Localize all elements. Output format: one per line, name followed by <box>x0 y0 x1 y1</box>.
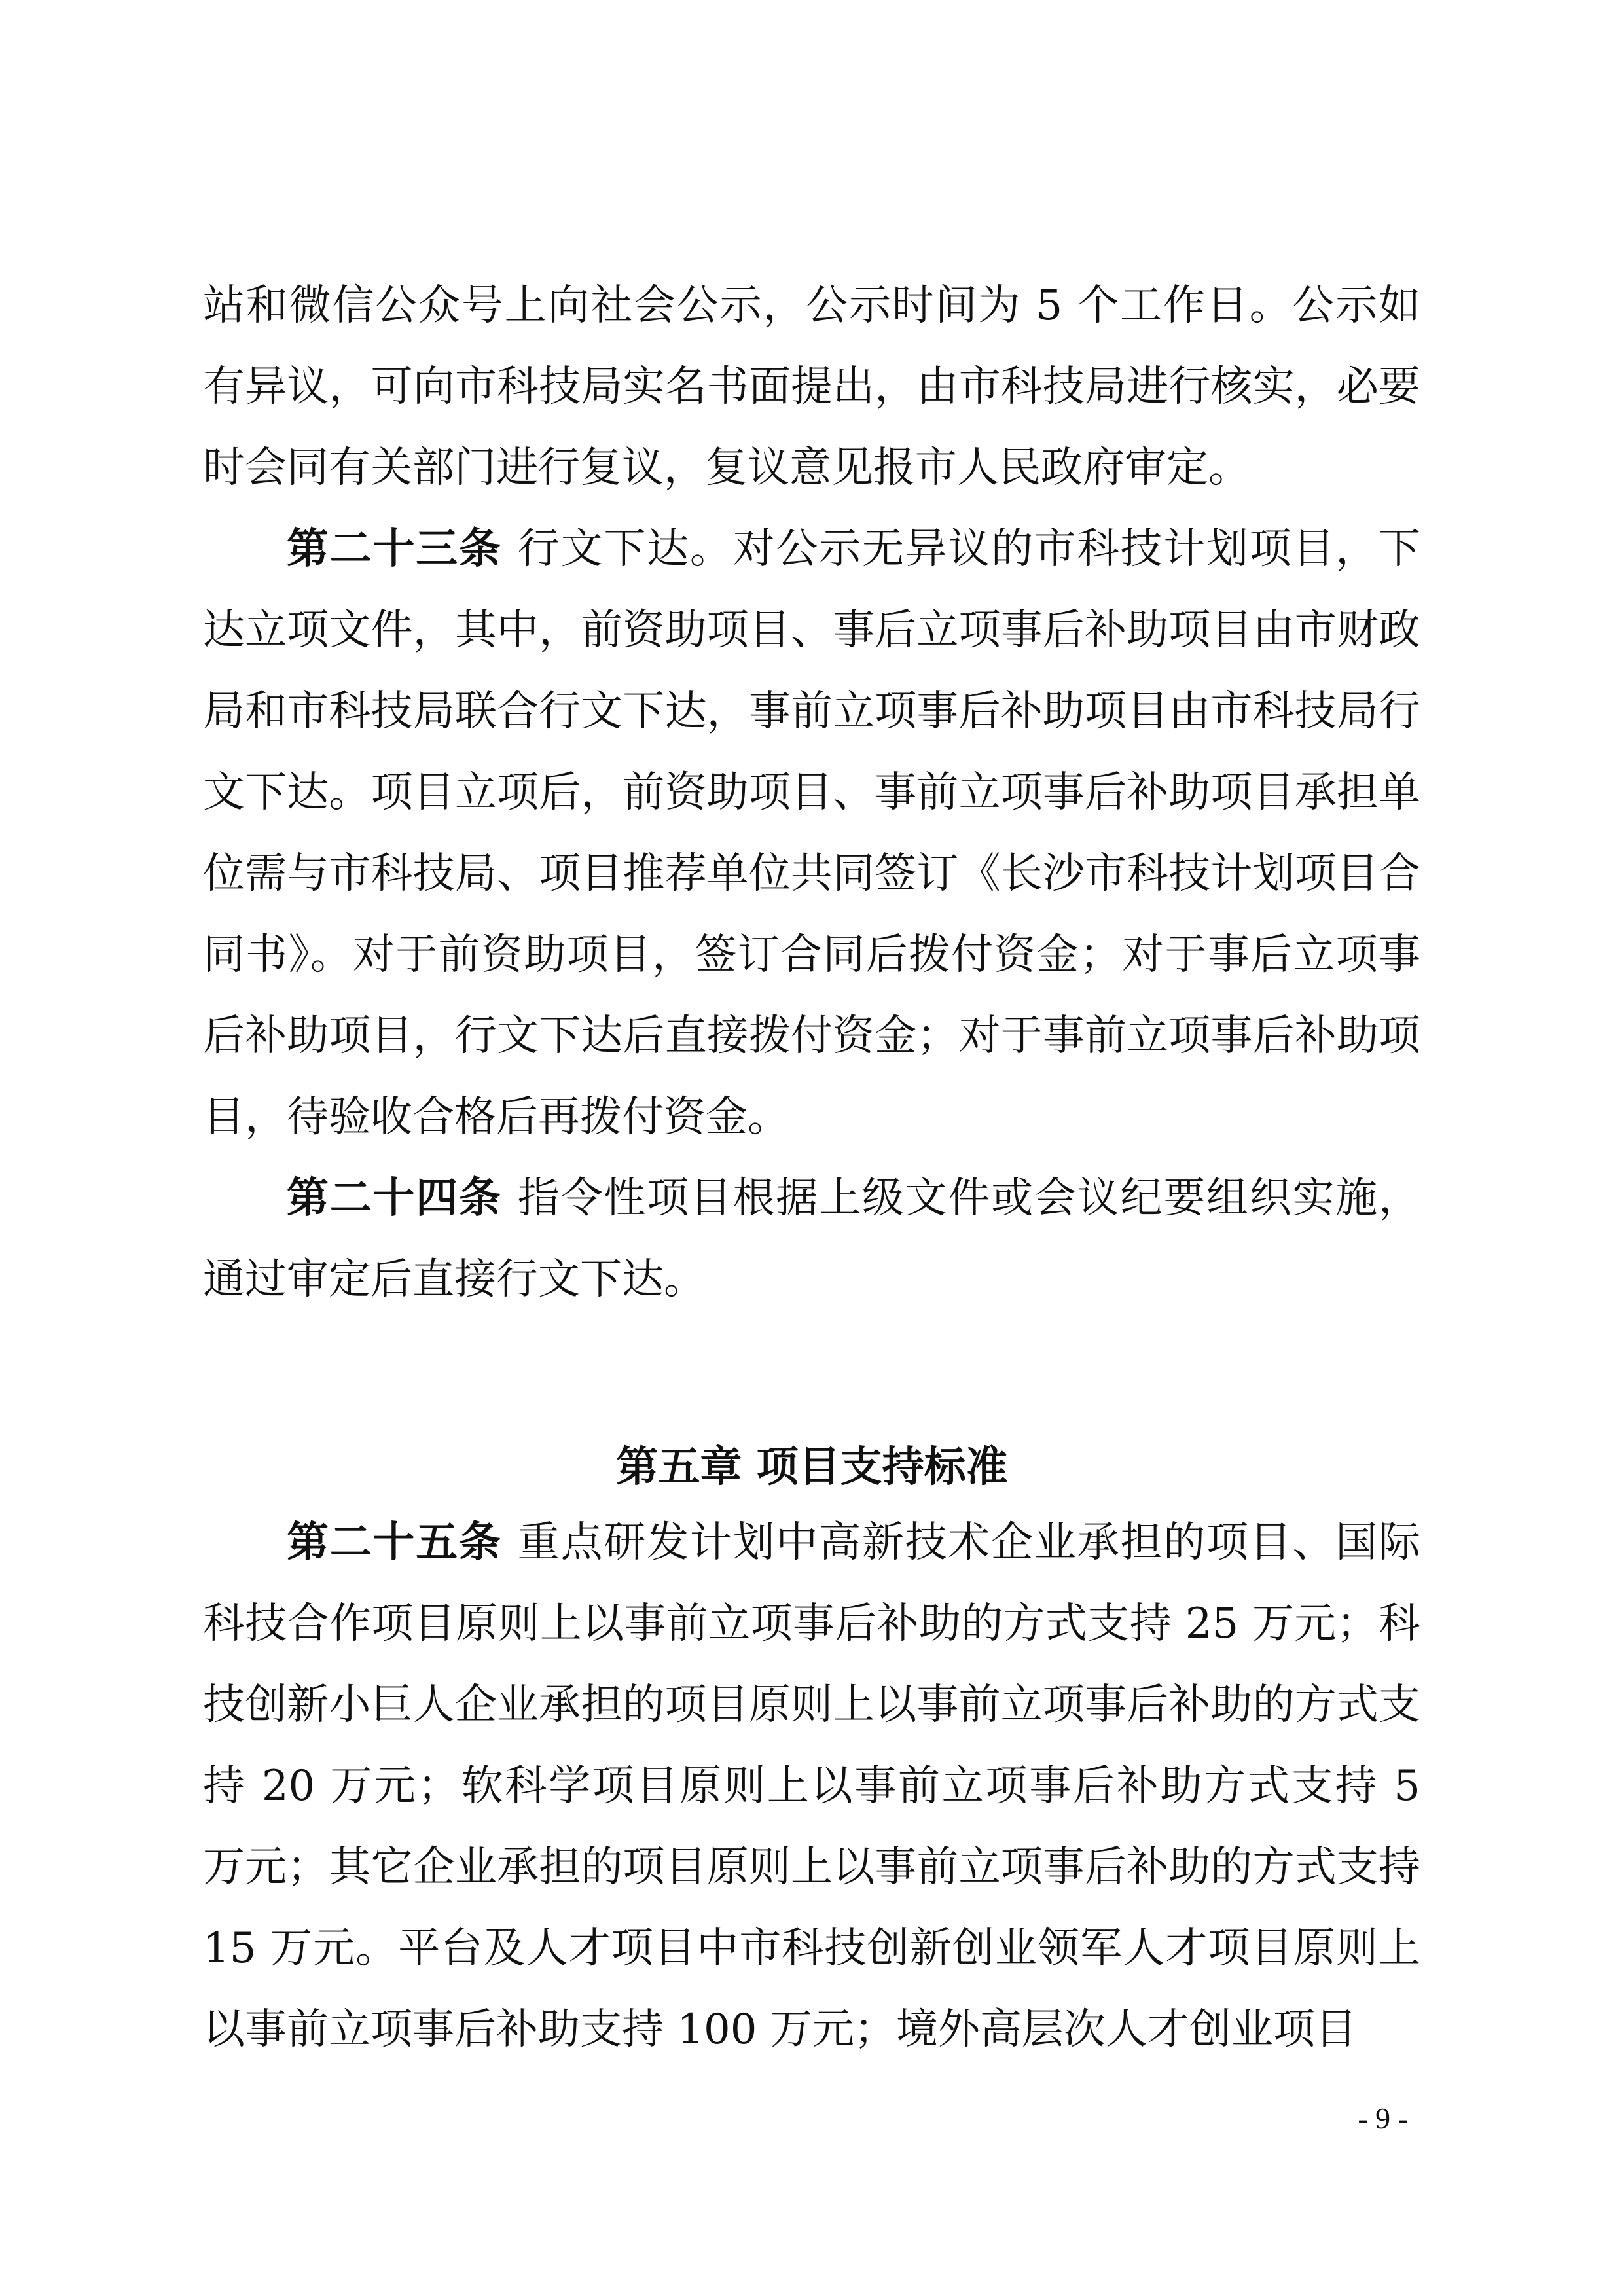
text-block-top <box>203 265 1420 1320</box>
article-24-heading: 第二十四条 <box>287 1174 502 1223</box>
article-25-heading: 第二十五条 <box>287 1518 502 1567</box>
text-block-bottom <box>203 1502 1420 2070</box>
page-number: - 9 - <box>1358 2102 1408 2135</box>
article-23-text: 行文下达。对公示无异议的市科技计划项目，下达立项文件，其中，前资助项目、事后立项事后补助项目由市财政局和市科技局联合行文下达，事前立项事后补助项目由市科技局行文下达。项目立项后，前资助项目、事前立项事后补助项目承担单位需与市科技局、项目推荐单位共同签订《长沙市科技计划项目合同书》。对于前资助项目，签订合同后拨付资金；对于事后立项事后补助项目，行文下达后直接拨付资金；对于事前立项事后补助项目，待验收合格后再拨付资金。 <box>203 525 1421 1141</box>
article-23-heading: 第二十三条 <box>287 525 502 573</box>
article-25-paragraph <box>203 1502 1420 2070</box>
article-23-paragraph <box>203 509 1420 1158</box>
article-25-text: 重点研发计划中高新技术企业承担的项目、国际科技合作项目原则上以事前立项事后补助的方式支持 25 万元；科技创新小巨人企业承担的项目原则上以事前立项事后补助的方式支持 20 万元；软科学项目原则上以事前立项事后补助方式支持 5 万元；其它企业承担的项目原则上以事前立项事后补助的方式支持 15 万元。平台及人才项目中市科技创新创业领军人才项目原则上以事前立项事后补助支持 100 万元；境外高层次人才创业项目 <box>203 1518 1421 2054</box>
intro-paragraph: 站和微信公众号上向社会公示，公示时间为 5 个工作日。公示如有异议，可向市科技局实名书面提出，由市科技局进行核实，必要时会同有关部门进行复议，复议意见报市人民政府审定。 <box>203 281 1420 492</box>
article-24-paragraph <box>203 1158 1420 1320</box>
chapter-title: 第五章 项目支持标准 <box>616 1443 1008 1492</box>
article-24-text: 指令性项目根据上级文件或会议纪要组织实施，通过审定后直接行文下达。 <box>203 1174 1421 1304</box>
